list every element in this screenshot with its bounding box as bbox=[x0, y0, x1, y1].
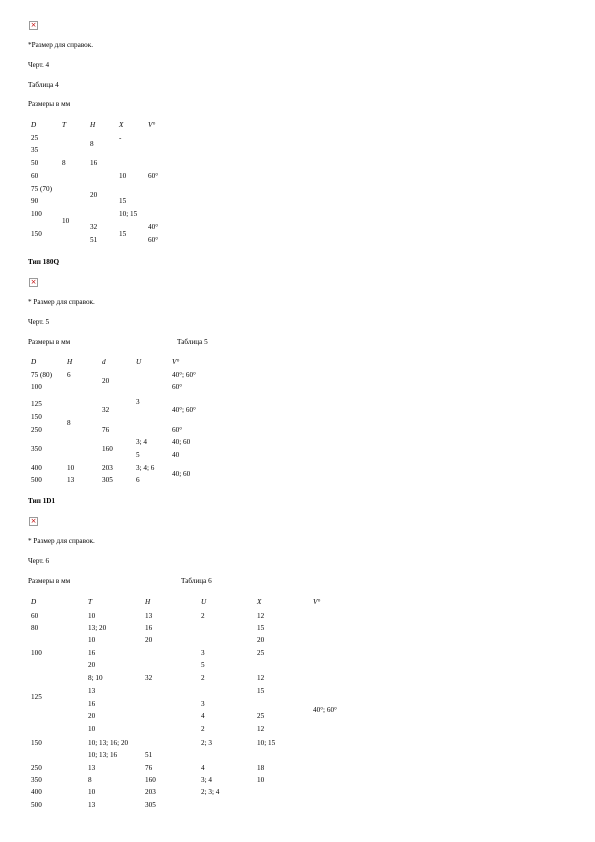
table-cell: 400 bbox=[31, 464, 42, 472]
table-cell: 10; 13; 16; 20 bbox=[88, 739, 129, 747]
column-header: T bbox=[62, 121, 66, 129]
column-header: V° bbox=[148, 121, 156, 129]
table-cell: 16 bbox=[145, 624, 153, 632]
broken-image-icon: × bbox=[30, 21, 37, 29]
table-cell: 20 bbox=[88, 661, 96, 669]
table-cell: 125 bbox=[31, 693, 42, 701]
column-header: H bbox=[145, 598, 151, 606]
table-cell: 40° bbox=[148, 223, 159, 231]
table-cell: 16 bbox=[90, 159, 98, 167]
table-caption: Таблица 5 bbox=[177, 338, 208, 346]
table-cell: 100 bbox=[31, 210, 42, 218]
table-cell: 5 bbox=[201, 661, 205, 669]
table-cell: 60° bbox=[172, 426, 183, 434]
column-header: D bbox=[31, 358, 37, 366]
table-cell: 305 bbox=[102, 476, 113, 484]
table-cell: 3; 4 bbox=[136, 438, 147, 446]
table-cell: 6 bbox=[67, 371, 71, 379]
table-cell: 150 bbox=[31, 230, 42, 238]
table-cell: 400 bbox=[31, 788, 42, 796]
table-cell: 13 bbox=[88, 764, 96, 772]
table-cell: 8 bbox=[90, 140, 94, 148]
table-cell: 50 bbox=[31, 159, 39, 167]
table-cell: 2 bbox=[201, 674, 205, 682]
table-cell: 90 bbox=[31, 197, 39, 205]
table-cell: 20 bbox=[145, 636, 153, 644]
table-cell: 305 bbox=[145, 801, 156, 809]
figure-caption: Черт. 4 bbox=[28, 61, 50, 69]
table-cell: 15 bbox=[257, 687, 265, 695]
table-cell: 35 bbox=[31, 146, 39, 154]
figure-caption: Черт. 6 bbox=[28, 557, 50, 565]
units-note: Размеры в мм bbox=[28, 338, 71, 346]
table-cell: 2 bbox=[201, 612, 205, 620]
table-cell: 20 bbox=[90, 191, 98, 199]
table-cell: 500 bbox=[31, 801, 42, 809]
table-cell: 32 bbox=[145, 674, 153, 682]
table-cell: 10 bbox=[257, 776, 265, 784]
table-cell: 76 bbox=[145, 764, 153, 772]
table-cell: - bbox=[119, 134, 122, 142]
table-cell: 40 bbox=[172, 451, 180, 459]
table-cell: 2 bbox=[201, 725, 205, 733]
table-cell: 4 bbox=[201, 712, 205, 720]
table-cell: 13; 20 bbox=[88, 624, 107, 632]
column-header: D bbox=[31, 598, 37, 606]
table-cell: 25 bbox=[257, 712, 265, 720]
table-cell: 8; 10 bbox=[88, 674, 103, 682]
footnote: * Размер для справок. bbox=[28, 298, 95, 306]
table-cell: 60° bbox=[148, 172, 159, 180]
table-caption: Таблица 4 bbox=[28, 81, 59, 89]
table-cell: 25 bbox=[31, 134, 39, 142]
table-cell: 13 bbox=[88, 687, 96, 695]
table-cell: 100 bbox=[31, 383, 42, 391]
table-cell: 350 bbox=[31, 776, 42, 784]
table-cell: 12 bbox=[257, 674, 265, 682]
table-cell: 160 bbox=[145, 776, 156, 784]
figure-caption: Черт. 5 bbox=[28, 318, 50, 326]
table-cell: 10 bbox=[119, 172, 127, 180]
column-header: U bbox=[201, 598, 207, 606]
table-cell: 2; 3 bbox=[201, 739, 212, 747]
table-cell: 160 bbox=[102, 445, 113, 453]
table-cell: 6 bbox=[136, 476, 140, 484]
table-cell: 15 bbox=[119, 197, 127, 205]
table-cell: 3 bbox=[136, 398, 140, 406]
table-cell: 10 bbox=[67, 464, 75, 472]
table-cell: 51 bbox=[90, 236, 98, 244]
table-cell: 10; 15 bbox=[257, 739, 276, 747]
table-cell: 25 bbox=[257, 649, 265, 657]
table-cell: 40; 60 bbox=[172, 470, 191, 478]
table-cell: 32 bbox=[102, 406, 110, 414]
table-cell: 13 bbox=[88, 801, 96, 809]
column-header: X bbox=[257, 598, 262, 606]
units-note: Размеры в мм bbox=[28, 577, 71, 585]
table-cell: 40°; 60° bbox=[172, 406, 196, 414]
table-cell: 150 bbox=[31, 739, 42, 747]
column-header: D bbox=[31, 121, 37, 129]
table-cell: 250 bbox=[31, 764, 42, 772]
table-cell: 75 (80) bbox=[31, 371, 52, 379]
table-cell: 15 bbox=[119, 230, 127, 238]
table-cell: 250 bbox=[31, 426, 42, 434]
table-cell: 8 bbox=[62, 159, 66, 167]
table-cell: 10 bbox=[88, 725, 96, 733]
column-header: U bbox=[136, 358, 142, 366]
table-cell: 8 bbox=[67, 419, 71, 427]
table-cell: 20 bbox=[102, 377, 110, 385]
table-cell: 60 bbox=[31, 172, 39, 180]
table-cell: 4 bbox=[201, 764, 205, 772]
table-cell: 500 bbox=[31, 476, 42, 484]
table-cell: 2; 3; 4 bbox=[201, 788, 220, 796]
column-header: H bbox=[67, 358, 73, 366]
broken-image-icon: × bbox=[30, 278, 37, 286]
table-cell: 60 bbox=[31, 612, 39, 620]
table-cell: 203 bbox=[102, 464, 113, 472]
column-header: X bbox=[119, 121, 124, 129]
table-cell: 100 bbox=[31, 649, 42, 657]
table-cell: 32 bbox=[90, 223, 98, 231]
table-cell: 60° bbox=[148, 236, 159, 244]
footnote: * Размер для справок. bbox=[28, 537, 95, 545]
table-cell: 16 bbox=[88, 649, 96, 657]
units-note: Размеры в мм bbox=[28, 100, 71, 108]
table-cell: 203 bbox=[145, 788, 156, 796]
table-cell: 20 bbox=[257, 636, 265, 644]
table-cell: 40°; 60° bbox=[172, 371, 196, 379]
column-header: d bbox=[102, 358, 106, 366]
column-header: V° bbox=[313, 598, 321, 606]
section-heading: Тип 180Q bbox=[28, 258, 60, 266]
table-cell: 3; 4 bbox=[201, 776, 212, 784]
table-cell: 8 bbox=[88, 776, 92, 784]
column-header: T bbox=[88, 598, 92, 606]
column-header: V° bbox=[172, 358, 180, 366]
table-cell: 150 bbox=[31, 413, 42, 421]
table-cell: 13 bbox=[67, 476, 75, 484]
table-cell: 40°; 60° bbox=[313, 706, 337, 714]
table-cell: 15 bbox=[257, 624, 265, 632]
table-cell: 80 bbox=[31, 624, 39, 632]
table-cell: 3 bbox=[201, 700, 205, 708]
table-cell: 12 bbox=[257, 725, 265, 733]
table-cell: 10; 15 bbox=[119, 210, 138, 218]
table-cell: 76 bbox=[102, 426, 110, 434]
table-cell: 10; 13; 16 bbox=[88, 751, 118, 759]
table-cell: 20 bbox=[88, 712, 96, 720]
table-cell: 60° bbox=[172, 383, 183, 391]
table-caption: Таблица 6 bbox=[181, 577, 212, 585]
section-heading: Тип 1D1 bbox=[28, 497, 56, 505]
table-cell: 125 bbox=[31, 400, 42, 408]
table-cell: 40; 60 bbox=[172, 438, 191, 446]
table-cell: 10 bbox=[88, 788, 96, 796]
table-cell: 10 bbox=[88, 612, 96, 620]
table-cell: 75 (70) bbox=[31, 185, 52, 193]
table-cell: 16 bbox=[88, 700, 96, 708]
column-header: H bbox=[90, 121, 96, 129]
table-cell: 18 bbox=[257, 764, 265, 772]
table-cell: 350 bbox=[31, 445, 42, 453]
broken-image-icon: × bbox=[30, 517, 37, 525]
table-cell: 3; 4; 6 bbox=[136, 464, 155, 472]
footnote: *Размер для справок. bbox=[28, 41, 94, 49]
table-cell: 12 bbox=[257, 612, 265, 620]
table-cell: 10 bbox=[62, 217, 70, 225]
table-cell: 10 bbox=[88, 636, 96, 644]
table-cell: 13 bbox=[145, 612, 153, 620]
table-cell: 3 bbox=[201, 649, 205, 657]
table-cell: 51 bbox=[145, 751, 153, 759]
table-cell: 5 bbox=[136, 451, 140, 459]
